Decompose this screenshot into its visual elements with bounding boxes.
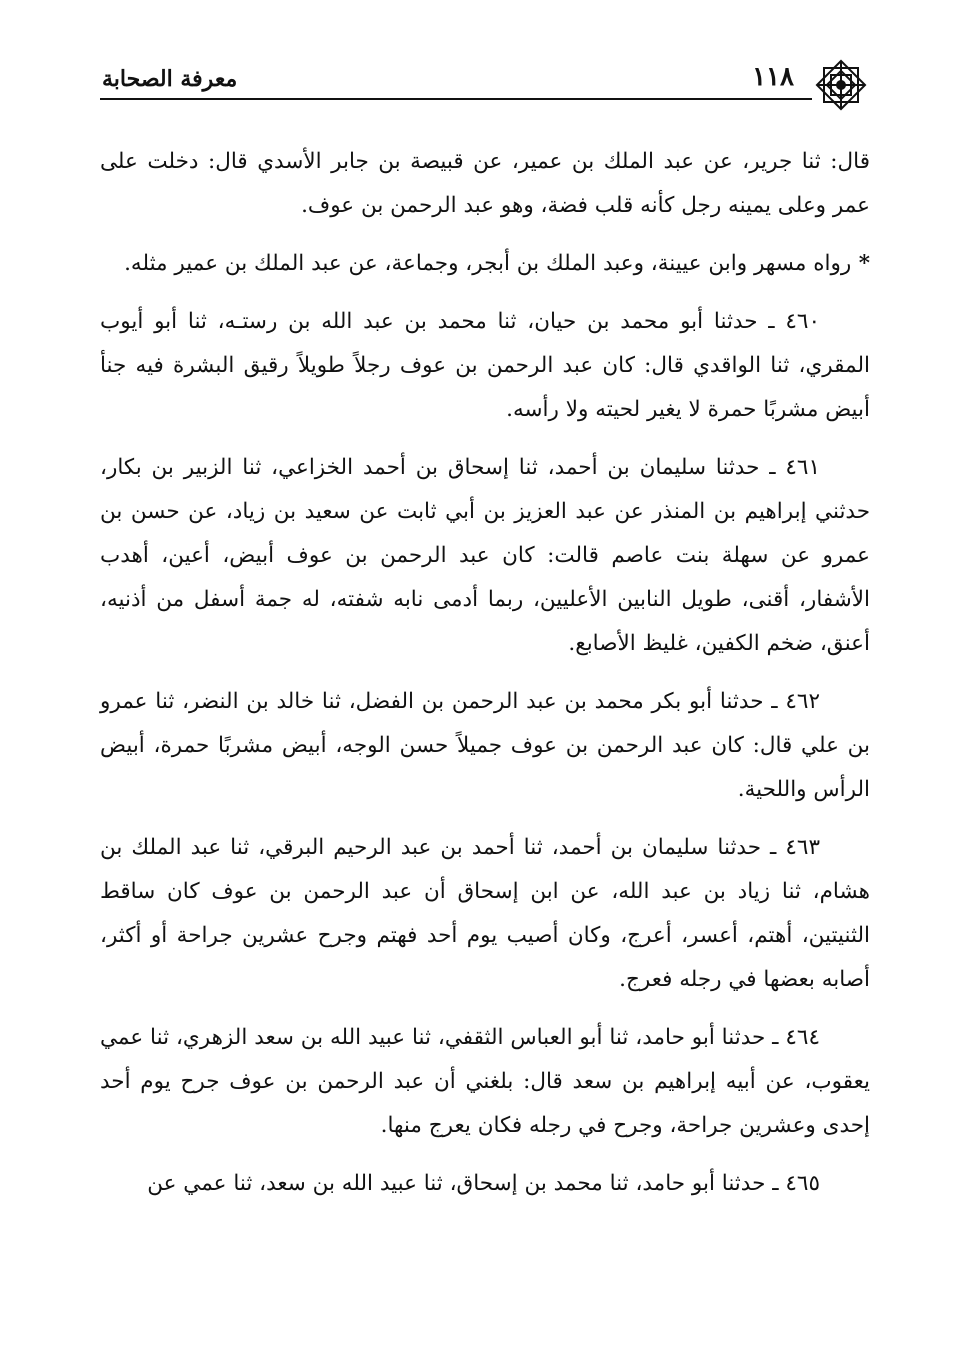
paragraph-text: رواه مسهر وابن عيينة، وعبد الملك بن أبجر، وجماعة، عن عبد الملك بن عمير مثله. <box>124 251 852 276</box>
paragraph-text: حدثنا أبو حامد، ثنا محمد بن إسحاق، ثنا عبيد الله بن سعد، ثنا عمي عن <box>147 1171 766 1196</box>
hadith-paragraph <box>100 826 870 1002</box>
hadith-number: ٤٦٣ ـ <box>761 835 820 860</box>
paragraph-text: حدثنا سليمان بن أحمد، ثنا أحمد بن عبد الرحيم البرقي، ثنا عبد الملك بن هشام، ثنا زياد بن عبد الله، عن ابن إسحاق أن عبد الرحمن بن عوف كان ساقط الثنيتين، أهتم، أعسر، أعرج، وكان أصيب يوم أحد فهتم وجرح عشرين جراحة أو أكثر، أصابه بعضها في رجله فعرج. <box>100 835 870 992</box>
hadith-number: ٤٦٢ ـ <box>763 689 820 714</box>
hadith-number: ٤٦٥ ـ <box>765 1171 820 1196</box>
paragraph-text: حدثنا أبو حامد، ثنا أبو العباس الثقفي، ثنا عبيد الله بن سعد الزهري، ثنا عمي يعقوب، عن أبيه إبراهيم بن سعد قال: بلغني أن عبد الرحمن بن عوف جرح يوم أحد إحدى وعشرين جراحة، وجرح في رجله فكان يعرج منها. <box>100 1025 870 1138</box>
hadith-paragraph <box>100 680 870 812</box>
hadith-number: ٤٦٠ ـ <box>757 309 820 334</box>
hadith-paragraph <box>100 1016 870 1148</box>
star-ornament-icon <box>812 56 870 114</box>
paragraph-text: حدثنا أبو بكر محمد بن عبد الرحمن بن الفضل، ثنا خالد بن النضر، ثنا عمرو بن علي قال: كان عبد الرحمن بن عوف جميلاً حسن الوجه، أبيض مشربًا حمرة، أبيض الرأس واللحية. <box>100 689 870 802</box>
paragraph <box>100 140 870 228</box>
hadith-number: ٤٦٤ ـ <box>765 1025 820 1050</box>
paragraph-prefix: * <box>851 251 870 276</box>
hadith-paragraph <box>100 1162 870 1206</box>
paragraph-text: قال: ثنا جرير، عن عبد الملك بن عمير، عن قبيصة بن جابر الأسدي قال: دخلت على عمر وعلى يمينه رجل كأنه قلب فضة، وهو عبد الرحمن بن عوف. <box>100 149 870 218</box>
running-title: معرفة الصحابة <box>102 66 238 92</box>
paragraph <box>100 242 870 286</box>
paragraph-text: حدثنا أبو محمد بن حيان، ثنا محمد بن عبد الله بن رستـه، ثنا أبو أيوب المقري، ثنا الواقدي قال: كان عبد الرحمن بن عوف رجلاً طويلاً رقيق البشرة فيه جنأ أبيض مشربًا حمرة لا يغير لحيته ولا رأسه. <box>100 309 870 422</box>
hadith-number: ٤٦١ ـ <box>759 455 821 480</box>
paragraph-text: حدثنا سليمان بن أحمد، ثنا إسحاق بن أحمد الخزاعي، ثنا الزبير بن بكار، حدثني إبراهيم بن المنذر عن عبد العزيز بن أبي ثابت عن سعيد بن زياد، عن حسن بن عمرو عن سهلة بنت عاصم قالت: كان عبد الرحمن بن عوف أبيض، أعين، أهدب الأشفار، أقنى، طويل النابين الأعليين، ربما أدمى نابه شفته، له جمة أسفل من أذنيه، أعنق، ضخم الكفين، غليظ الأصابع. <box>100 455 870 656</box>
page-body <box>100 140 870 1220</box>
hadith-paragraph <box>100 300 870 432</box>
page-number: ١١٨ <box>752 62 794 92</box>
hadith-paragraph <box>100 446 870 666</box>
page-header <box>100 48 870 108</box>
header-rule <box>100 98 812 100</box>
